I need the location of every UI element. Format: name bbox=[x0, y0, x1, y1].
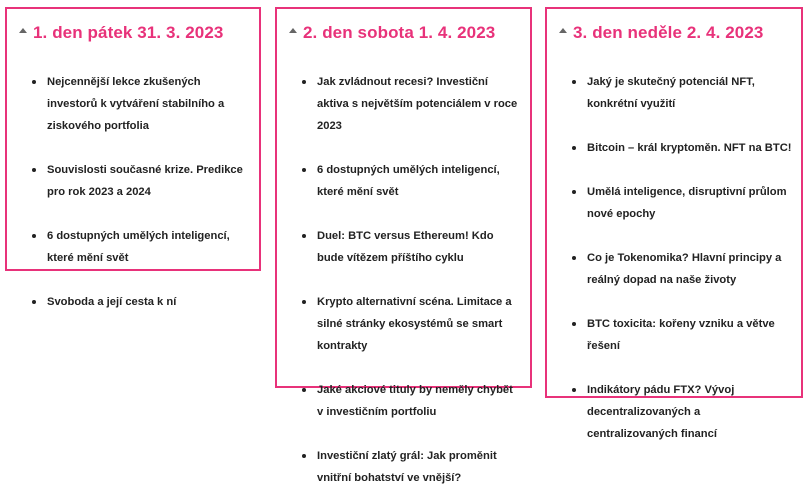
list-item bbox=[571, 71, 793, 115]
bullet-icon bbox=[572, 146, 576, 150]
list-item bbox=[301, 159, 522, 203]
bullet-icon bbox=[32, 234, 36, 238]
bullet-icon bbox=[572, 388, 576, 392]
talk-title: Umělá inteligence, disruptivní průlom nové epochy bbox=[587, 186, 787, 220]
talk-title: Investiční zlatý grál: Jak proměnit vnitřní bohatství ve vnější? bbox=[317, 450, 497, 484]
caret-up-icon[interactable] bbox=[559, 28, 567, 33]
list-item bbox=[31, 71, 251, 137]
list-item bbox=[31, 159, 251, 203]
talk-title: Souvislosti současné krize. Predikce pro rok 2023 a 2024 bbox=[47, 164, 243, 198]
day-title: 1. den pátek 31. 3. 2023 bbox=[33, 23, 224, 42]
talk-list bbox=[277, 71, 530, 489]
caret-up-icon[interactable] bbox=[19, 28, 27, 33]
talk-title: 6 dostupných umělých inteligencí, které mění svět bbox=[317, 164, 500, 198]
talk-title: Jaký je skutečný potenciál NFT, konkrétní využití bbox=[587, 76, 755, 110]
day-card-3 bbox=[545, 7, 803, 440]
list-item bbox=[301, 225, 522, 269]
list-item bbox=[31, 291, 251, 313]
bullet-icon bbox=[572, 190, 576, 194]
bullet-icon bbox=[302, 234, 306, 238]
list-item bbox=[571, 313, 793, 357]
talk-title: Krypto alternativní scéna. Limitace a silné stránky ekosystémů se smart kontrakty bbox=[317, 296, 512, 352]
bullet-icon bbox=[32, 168, 36, 172]
bullet-icon bbox=[32, 300, 36, 304]
caret-up-icon[interactable] bbox=[289, 28, 297, 33]
bullet-icon bbox=[302, 168, 306, 172]
day-title: 3. den neděle 2. 4. 2023 bbox=[573, 23, 764, 42]
list-item bbox=[571, 379, 793, 445]
bullet-icon bbox=[32, 80, 36, 84]
list-item bbox=[301, 445, 522, 489]
day-header-1[interactable] bbox=[19, 23, 259, 43]
list-item bbox=[301, 71, 522, 137]
talk-title: Svoboda a její cesta k ní bbox=[47, 296, 177, 308]
day-title: 2. den sobota 1. 4. 2023 bbox=[303, 23, 496, 42]
talk-title: Duel: BTC versus Ethereum! Kdo bude vítězem příštího cyklu bbox=[317, 230, 494, 264]
list-item bbox=[301, 379, 522, 423]
list-item bbox=[571, 247, 793, 291]
bullet-icon bbox=[572, 322, 576, 326]
talk-title: Nejcennější lekce zkušených investorů k vytváření stabilního a ziskového portfolia bbox=[47, 76, 225, 132]
list-item bbox=[571, 137, 793, 159]
day-card-1 bbox=[5, 7, 261, 308]
talk-title: 6 dostupných umělých inteligencí, které mění svět bbox=[47, 230, 230, 264]
talk-title: Jak zvládnout recesi? Investiční aktiva s největším potenciálem v roce 2023 bbox=[317, 76, 518, 132]
bullet-icon bbox=[302, 388, 306, 392]
bullet-icon bbox=[302, 454, 306, 458]
list-item bbox=[571, 181, 793, 225]
day-header-3[interactable] bbox=[559, 23, 801, 43]
talk-list bbox=[547, 71, 801, 445]
day-header-2[interactable] bbox=[289, 23, 530, 43]
list-item bbox=[301, 291, 522, 357]
talk-title: Indikátory pádu FTX? Vývoj decentralizovaných a centralizovaných financí bbox=[587, 384, 735, 440]
talk-title: BTC toxicita: kořeny vzniku a větve řešení bbox=[587, 318, 775, 352]
talk-title: Bitcoin – král kryptoměn. NFT na BTC! bbox=[587, 142, 792, 154]
bullet-icon bbox=[572, 256, 576, 260]
talk-title: Co je Tokenomika? Hlavní principy a reálný dopad na naše životy bbox=[587, 252, 782, 286]
bullet-icon bbox=[302, 300, 306, 304]
list-item bbox=[31, 225, 251, 269]
bullet-icon bbox=[572, 80, 576, 84]
talk-list bbox=[7, 71, 259, 313]
talk-title: Jaké akciové tituly by neměly chybět v investičním portfoliu bbox=[317, 384, 513, 418]
day-card-2 bbox=[275, 7, 532, 484]
bullet-icon bbox=[302, 80, 306, 84]
